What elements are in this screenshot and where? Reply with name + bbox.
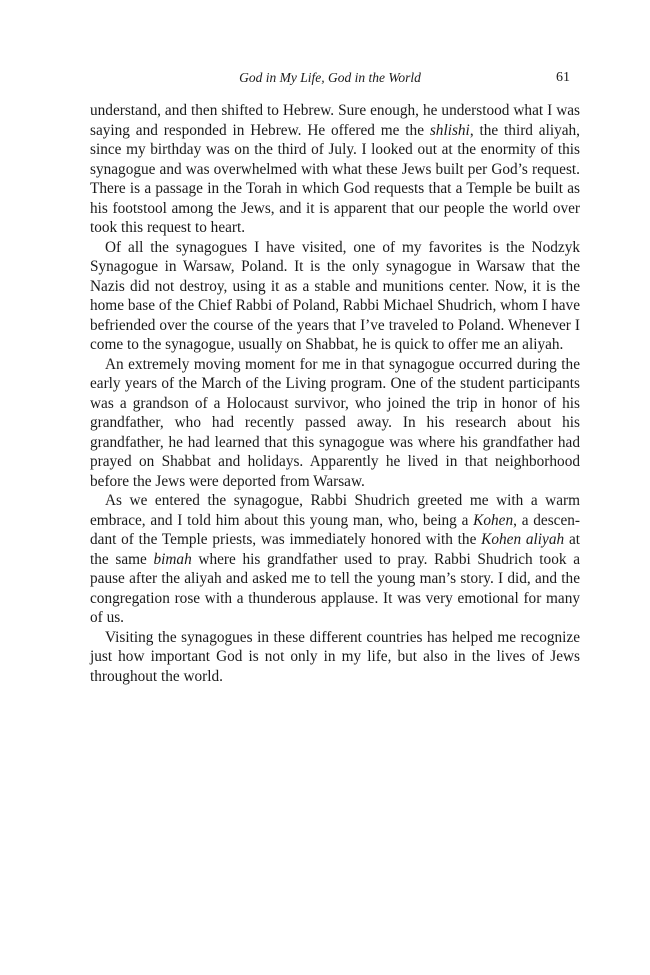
italic-term: Kohen [473,511,514,529]
text-run: , the third aliyah, since my birthday was on the third of July. I looked out at the enormity of this synagogue and was overwhelmed with what these Jews built per God’s request. There is a passage in the Torah in which God requests that a Temple be built as his footstool among the Jews, and it is apparent that our people the world over took this request to heart. [90,121,580,236]
paragraph [90,628,580,687]
paragraph [90,238,580,355]
text-run: Of all the synagogues I have visited, one of my favorites is the Nodzyk Synagogue in Warsaw, Poland. It is the only synagogue in Warsaw that the Nazis did not destroy, using it as a stable and munitions center. Now, it is the home base of the Chief Rabbi of Poland, Rabbi Michael Shudrich, whom I have befriended over the course of the years that I’ve traveled to Poland. Whenever I come to the synagogue, usually on Shabbat, he is quick to offer me an aliyah. [90,238,580,353]
paragraph [90,355,580,492]
text-run: , a descendant of the Temple priests, was immediately honored with the [90,511,581,548]
text-run: As we entered the synagogue, Rabbi Shudrich greeted me with a warm embrace, and I told him about this young man, who, being a [90,492,580,529]
paragraph [90,491,580,628]
body-text [90,101,580,686]
text-run: at the same [90,531,580,568]
italic-term: bimah [153,550,192,568]
page-number: 61 [556,70,570,85]
text-run: An extremely moving moment for me in that synagogue occurred during the early years of the March of the Living program. One of the student participants was a grandson of a Holocaust survivor, who joined the trip in honor of his grandfather, who had recently passed away. In his research about his grandfather, he had learned that this synagogue was where his grandfather had prayed on Shabbat and holidays. Apparently he lived in that neighborhood before the Jews were deported from Warsaw. [90,355,580,490]
text-run: Visiting the synagogues in these different countries has helped me recognize just how important God is not only in my life, but also in the lives of Jews throughout the world. [90,628,580,685]
running-head [90,68,570,88]
text-run: where his grandfather used to pray. Rabbi Shudrich took a pause after the aliyah and asked me to tell the young man’s story. I did, and the congregation rose with a thunderous applause. It was very emotional for many of us. [90,550,580,626]
paragraph [90,101,580,238]
italic-term: shlishi [429,121,470,139]
italic-term: Kohen aliyah [481,531,565,548]
running-title: God in My Life, God in the World [239,70,421,85]
text-run: understand, and then shifted to Hebrew. Sure enough, he understood what I was saying and responded in Hebrew. He offered me the [90,102,580,139]
